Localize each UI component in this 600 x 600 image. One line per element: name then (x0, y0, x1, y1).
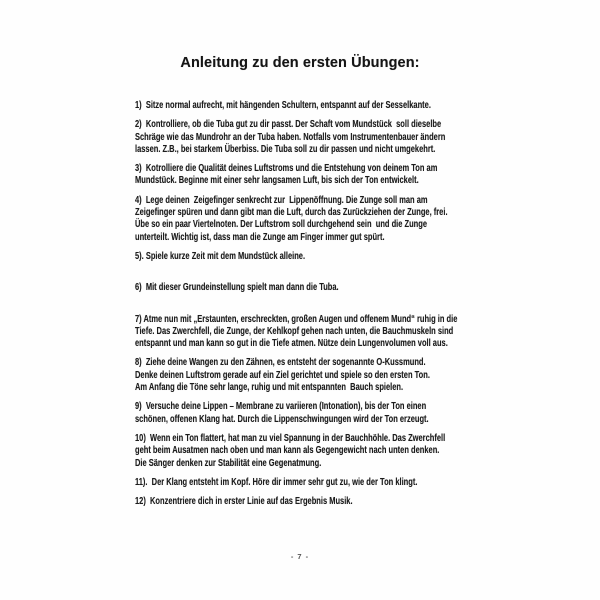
instruction-line: unterteilt. Wichtig ist, dass man die Zunge am Finger immer gut spürt. (135, 231, 385, 243)
instruction-line: 7) Atme nun mit „Erstaunten, erschreckten, großen Augen und offenem Mund“ ruhig in die (135, 313, 458, 325)
instruction-line: 1) Sitze normal aufrecht, mit hängenden Schultern, entspannt auf der Sesselkante. (135, 100, 431, 111)
instruction-line: 3) Kotrolliere die Qualität deines Luftstroms und die Entstehung von deinem Ton am (135, 163, 438, 175)
instruction-item-12 (135, 496, 480, 508)
instruction-item-7 (135, 314, 480, 351)
instruction-line: 5). Spiele kurze Zeit mit dem Mundstück alleine. (135, 250, 306, 262)
instruction-item-9 (135, 401, 480, 426)
instruction-line: 11). Der Klang entsteht im Kopf. Höre dir immer sehr gut zu, wie der Ton klingt. (135, 476, 418, 488)
instruction-line: entspannt und man kann so gut in die Tiefe atmen. Nütze dein Lungenvolumen voll aus. (135, 338, 448, 350)
instruction-line: Schräge wie das Mundrohr an der Tuba haben. Notfalls vom Instrumentenbauer ändern (135, 131, 446, 143)
instruction-item-6 (135, 282, 480, 294)
instruction-line: 2) Kontrolliere, ob die Tuba gut zu dir passt. Der Schaft vom Mundstück soll dieselbe (135, 119, 442, 131)
instruction-line: Die Sänger denken zur Stabilität eine Gegenatmung. (135, 457, 322, 469)
page-title: Anleitung zu den ersten Übungen: (180, 55, 420, 71)
instruction-line: lassen. Z.B., bei starkem Überbiss. Die Tuba soll zu dir passen und nicht umgekehrt. (135, 143, 436, 155)
instruction-line: 9) Versuche deine Lippen – Membrane zu variieren (Intonation), bis der Ton einen (135, 401, 427, 413)
instruction-item-10 (135, 433, 480, 470)
instruction-line: 10) Wenn ein Ton flattert, hat man zu viel Spannung in der Bauchhöhle. Das Zwerchfell (135, 432, 446, 444)
instruction-line: Übe so ein paar Viertelnoten. Der Luftstrom soll durchgehend sein und die Zunge (135, 219, 427, 231)
instruction-item-2 (135, 119, 480, 156)
instruction-line: Mundstück. Beginne mit einer sehr langsamen Luft, bis sich der Ton entwickelt. (135, 175, 419, 187)
instruction-line: Zeigefinger spüren und dann gibt man die Luft, durch das Zurückziehen der Zunge, frei. (135, 207, 448, 219)
instruction-line: Denke deinen Luftstrom gerade auf ein Ziel gerichtet und spiele so den ersten Ton. (135, 369, 430, 381)
instruction-line: 12) Konzentriere dich in erster Linie auf das Ergebnis Musik. (135, 496, 353, 508)
instruction-item-8 (135, 357, 480, 394)
instruction-list (135, 100, 595, 515)
instruction-line: schönen, offenen Klang hat. Durch die Lippenschwingungen wird der Ton erzeugt. (135, 413, 429, 425)
instruction-item-3 (135, 163, 480, 188)
instruction-item-1 (135, 100, 480, 112)
instruction-line: 6) Mit dieser Grundeinstellung spielt man dann die Tuba. (135, 282, 339, 294)
instruction-line: 4) Lege deinen Zeigefinger senkrecht zur Lippenöffnung. Die Zunge soll man am (135, 194, 428, 206)
instruction-line: Tiefe. Das Zwerchfell, die Zunge, der Kehlkopf gehen nach unten, die Bauchmuskeln sind (135, 325, 454, 337)
instruction-item-5 (135, 251, 480, 263)
instruction-line: Am Anfang die Töne sehr lange, ruhig und mit entspannten Bauch spielen. (135, 382, 404, 394)
instruction-line: 8) Ziehe deine Wangen zu den Zähnen, es entsteht der sogenannte O-Kussmund. (135, 357, 426, 369)
instruction-item-11 (135, 477, 480, 489)
instruction-line: geht beim Ausatmen nach oben und man kann als Gegengewicht nach unten denken. (135, 445, 440, 457)
instruction-item-4 (135, 195, 480, 244)
page-number: - 7 - (290, 552, 310, 561)
